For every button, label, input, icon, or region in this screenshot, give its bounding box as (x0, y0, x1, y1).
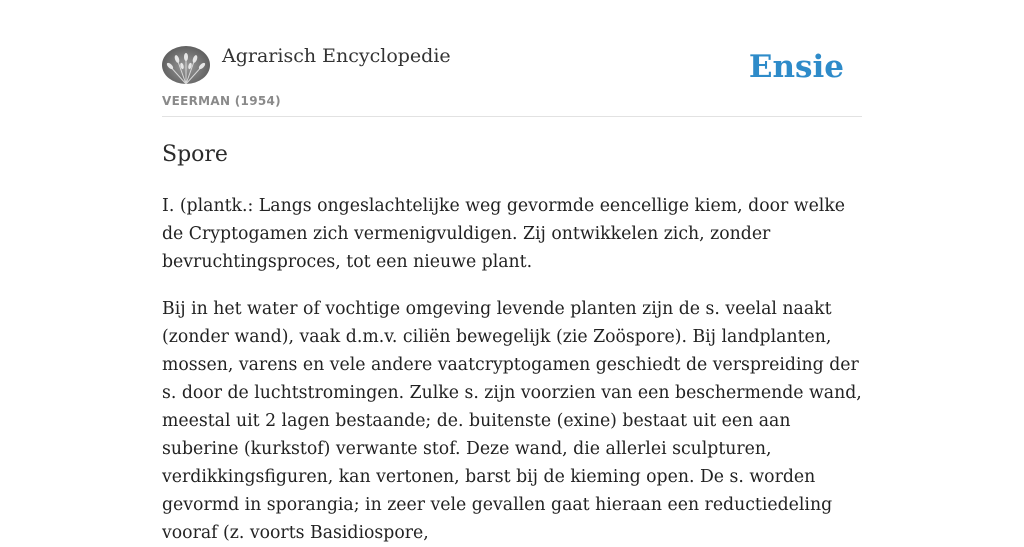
entry-title: Spore (162, 142, 228, 167)
brand-logo[interactable]: Ensie (748, 49, 844, 85)
entry-paragraph: Bij in het water of vochtige omgeving levende planten zijn de s. veelal naakt (zonder wand), vaak d.m.v. ciliën bewegelijk (zie Zoöspore). Bij landplanten, mossen, varens en vele andere vaatcryptogamen geschiedt de verspreiding der s. door de luchtstromingen. Zulke s. zijn voorzien van een beschermende wand, meestal uit 2 lagen bestaande; de. buitenste (exine) bestaat uit een aan suberine (kurkstof) verwante stof. Deze wand, die allerlei sculpturen, verdikkingsfiguren, kan vertonen, barst bij de kieming open. De s. worden gevormd in sporangia; in zeer vele gevallen gaat hieraan een reductiedeling vooraf (z. voorts Basidiospore, (162, 299, 862, 544)
wheat-ears-logo-icon[interactable] (162, 46, 210, 84)
entry-paragraph: I. (plantk.: Langs ongeslachtelijke weg gevormde eencellige kiem, door welke de Cryptogamen zich vermenigvuldigen. Zij ontwikkelen zich, zonder bevruchtingsproces, tot een nieuwe plant. (162, 196, 846, 273)
encyclopedia-title[interactable]: Agrarisch Encyclopedie (222, 45, 451, 67)
page (162, 0, 862, 547)
author-year: VEERMAN (1954) (162, 94, 281, 108)
encyclopedia-header (162, 0, 862, 117)
